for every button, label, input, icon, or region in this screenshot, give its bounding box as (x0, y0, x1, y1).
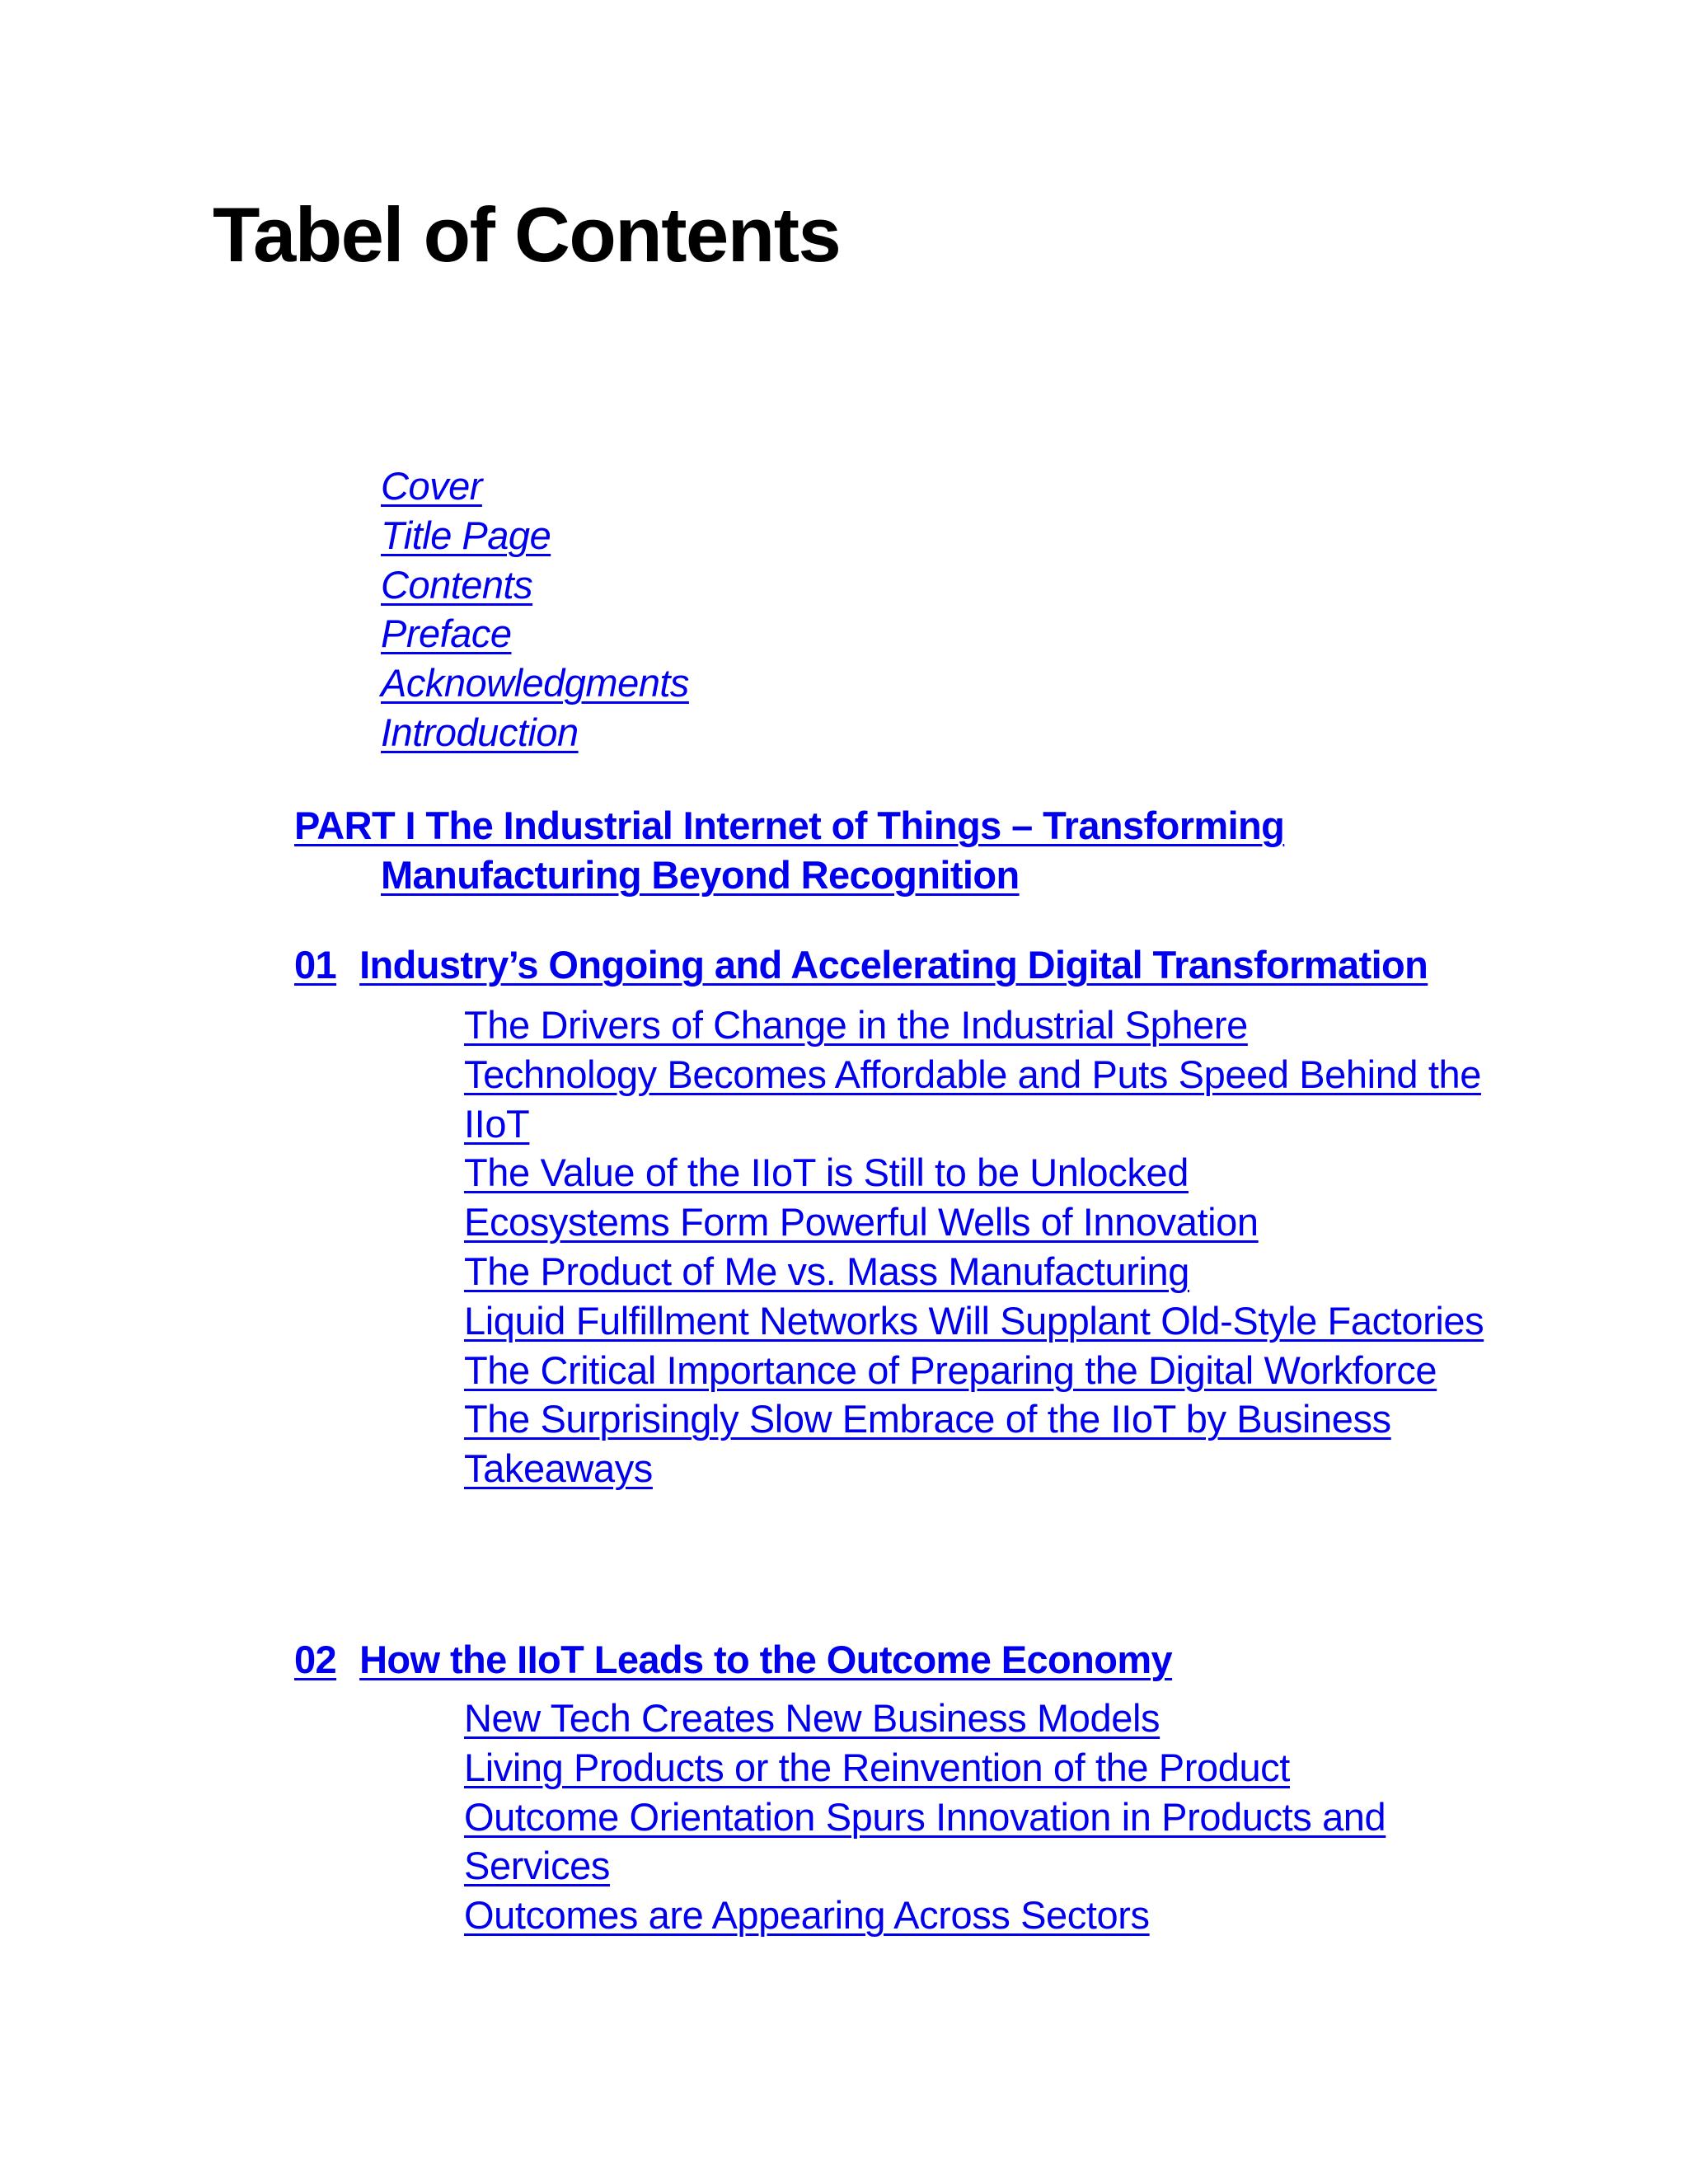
toc-link-part-1-line-2[interactable]: Manufacturing Beyond Recognition (381, 852, 1020, 897)
toc-link-section[interactable]: Liquid Fulfillment Networks Will Supplant Old-Style Factories (464, 1298, 1484, 1343)
toc-link-chapter-01[interactable] (294, 943, 1428, 987)
toc-link-chapter-02[interactable] (294, 1638, 1172, 1681)
toc-link-section[interactable]: Living Products or the Reinvention of the Product (464, 1745, 1290, 1789)
toc-link-section[interactable]: Technology Becomes Affordable and Puts Speed Behind the IIoT (464, 1052, 1481, 1146)
toc-chapter-heading (294, 940, 1428, 990)
toc-link-section[interactable]: Outcomes are Appearing Across Sectors (464, 1893, 1150, 1938)
toc-chapter-heading (294, 1635, 1172, 1685)
chapter-number: 02 (294, 1638, 337, 1681)
toc-link-section[interactable]: Takeaways (464, 1446, 653, 1491)
toc-link-introduction[interactable]: Introduction (381, 710, 579, 754)
toc-part-heading (294, 801, 1531, 900)
chapter-title: How the IIoT Leads to the Outcome Economy (359, 1638, 1173, 1681)
chapter-title: Industry’s Ongoing and Accelerating Digital Transformation (359, 943, 1428, 987)
toc-link-contents[interactable]: Contents (381, 562, 533, 607)
toc-link-section[interactable]: The Surprisingly Slow Embrace of the IIoT by Business (464, 1397, 1391, 1441)
toc-link-section[interactable]: New Tech Creates New Business Models (464, 1696, 1160, 1740)
toc-link-title-page[interactable]: Title Page (381, 513, 551, 557)
page-title: Tabel of Contents (213, 191, 841, 278)
chapter-number: 01 (294, 943, 337, 987)
toc-link-section[interactable]: Outcome Orientation Spurs Innovation in Products and Services (464, 1794, 1386, 1888)
chapter-02-section-list (464, 1694, 1503, 1940)
toc-link-section[interactable]: Ecosystems Form Powerful Wells of Innovation (464, 1200, 1259, 1244)
toc-link-preface[interactable]: Preface (381, 612, 512, 656)
toc-link-section[interactable]: The Value of the IIoT is Still to be Unlocked (464, 1151, 1189, 1195)
toc-link-cover[interactable]: Cover (381, 464, 482, 508)
toc-link-acknowledgments[interactable]: Acknowledgments (381, 661, 689, 705)
toc-link-section[interactable]: The Drivers of Change in the Industrial Sphere (464, 1003, 1248, 1047)
front-matter-list (381, 462, 689, 757)
toc-link-section[interactable]: The Product of Me vs. Mass Manufacturing (464, 1249, 1189, 1293)
toc-link-section[interactable]: The Critical Importance of Preparing the Digital Workforce (464, 1347, 1437, 1392)
toc-link-part-1-line-1[interactable]: PART I The Industrial Internet of Things – Transforming (294, 804, 1285, 847)
chapter-01-section-list (464, 1001, 1503, 1493)
